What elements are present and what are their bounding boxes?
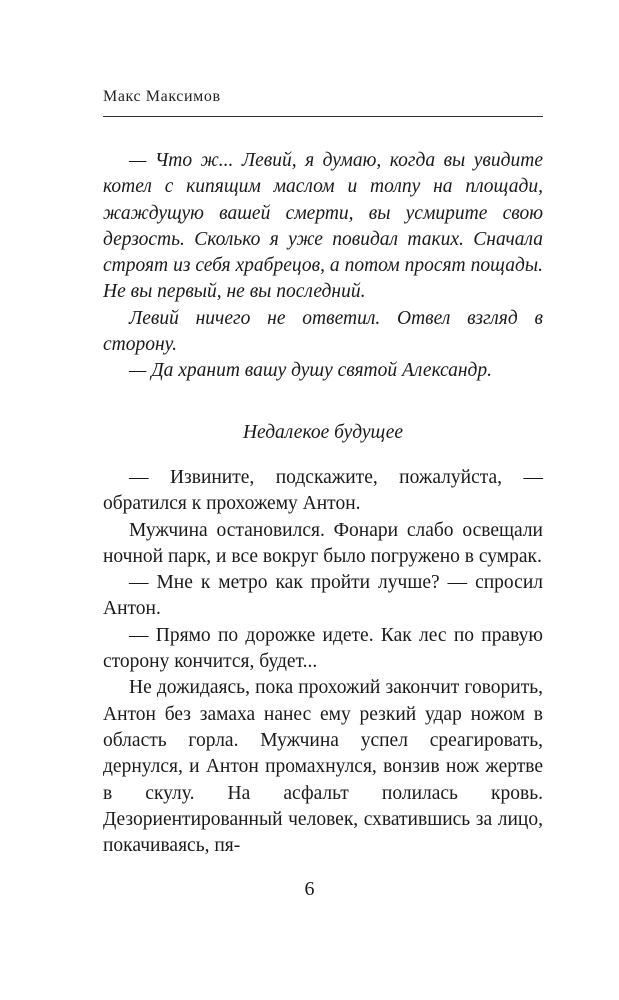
paragraph: — Да хранит вашу душу святой Александр. xyxy=(129,360,493,382)
header-divider xyxy=(103,116,543,117)
paragraph: — Извините, подскажите, пожалуйста, — обратился к прохожему Антон. xyxy=(103,467,543,515)
section-title: Недалекое будущее xyxy=(242,422,404,443)
paragraph: — Прямо по дорожке идете. Как лес по правую сторону кончится, будет... xyxy=(103,624,543,673)
page-number: 6 xyxy=(304,878,315,900)
main-text-block xyxy=(103,465,543,859)
italic-dialogue-block xyxy=(103,148,543,385)
paragraph: — Что ж... Левий, я думаю, когда вы увидите котел с кипящим маслом и толпу на площади, жаждущую вашей смерти, вы усмирите свою дерзость. Сколько я уже повидал таких. Сначала строят из себя храбрецов, а потом просят пощады. Не вы первый, не вы последний. xyxy=(103,150,543,303)
paragraph: — Мне к метро как пройти лучше? — спросил Антон. xyxy=(103,572,543,620)
paragraph: Не дожидаясь, пока прохожий закончит говорить, Антон без замаха нанес ему резкий удар ножом в область горла. Мужчина успел среагировать, дернулся, и Антон промахнулся, вонзив нож жертве в скулу. На асфальт полилась кровь. Дезориентированный человек, схватившись за лицо, покачиваясь, пя- xyxy=(103,677,543,857)
paragraph: Мужчина остановился. Фонари слабо освещали ночной парк, и все вокруг было погружено в сумрак. xyxy=(103,519,543,567)
paragraph: Левий ничего не ответил. Отвел взгляд в сторону. xyxy=(103,307,543,356)
running-header-author: Макс Максимов xyxy=(103,88,221,105)
